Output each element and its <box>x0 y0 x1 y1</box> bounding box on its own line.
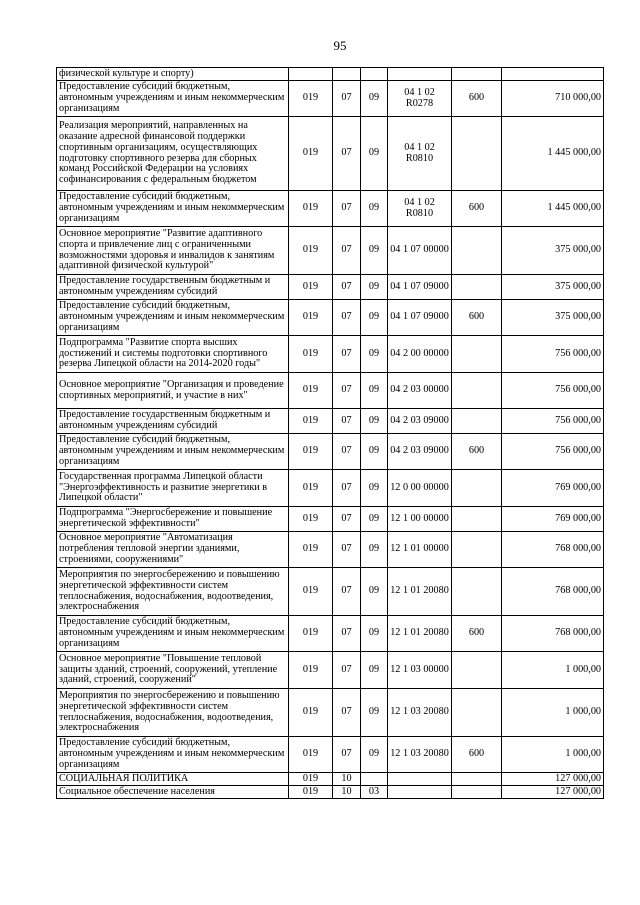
cell-vr <box>452 275 502 300</box>
cell-rz: 07 <box>333 117 361 191</box>
cell-rz: 07 <box>333 300 361 336</box>
cell-rz: 10 <box>333 773 361 786</box>
cell-rz: 07 <box>333 568 361 616</box>
cell-name: Предоставление государственным бюджетным и автономным учреждениям субсидий <box>57 409 289 434</box>
table-row <box>57 737 604 773</box>
cell-sum: 768 000,00 <box>502 616 604 652</box>
cell-pr: 09 <box>361 568 388 616</box>
cell-name: Предоставление государственным бюджетным и автономным учреждениям субсидий <box>57 275 289 300</box>
cell-vr <box>452 409 502 434</box>
cell-ved: 019 <box>289 652 333 689</box>
cell-rz: 07 <box>333 689 361 737</box>
cell-ved: 019 <box>289 191 333 227</box>
cell-csr <box>388 786 452 799</box>
table-row <box>57 117 604 191</box>
cell-pr: 09 <box>361 616 388 652</box>
page-number: 95 <box>333 38 347 53</box>
cell-pr <box>361 773 388 786</box>
cell-rz: 07 <box>333 336 361 373</box>
table-row <box>57 373 604 409</box>
cell-vr <box>452 68 502 81</box>
cell-rz: 07 <box>333 227 361 275</box>
cell-sum: 1 445 000,00 <box>502 117 604 191</box>
table-row <box>57 652 604 689</box>
cell-name: Подпрограмма "Развитие спорта высших достижений и системы подготовки спортивного резерва Липецкой области на 2014-2020 годы" <box>57 336 289 373</box>
cell-vr: 600 <box>452 300 502 336</box>
cell-pr: 09 <box>361 409 388 434</box>
cell-pr: 09 <box>361 532 388 568</box>
cell-rz: 07 <box>333 737 361 773</box>
cell-vr: 600 <box>452 616 502 652</box>
cell-rz: 07 <box>333 409 361 434</box>
table-row <box>57 434 604 470</box>
cell-vr: 600 <box>452 81 502 117</box>
table-row <box>57 409 604 434</box>
cell-vr <box>452 532 502 568</box>
cell-name: Основное мероприятие "Развитие адаптивного спорта и привлечение лиц с ограниченными возможностями здоровья и инвалидов к занятиям адаптивной физической культурой" <box>57 227 289 275</box>
cell-csr: 04 1 07 09000 <box>388 300 452 336</box>
cell-ved: 019 <box>289 434 333 470</box>
cell-ved <box>289 68 333 81</box>
cell-ved: 019 <box>289 532 333 568</box>
cell-sum: 375 000,00 <box>502 300 604 336</box>
cell-pr: 09 <box>361 191 388 227</box>
cell-pr: 09 <box>361 652 388 689</box>
cell-pr: 09 <box>361 275 388 300</box>
cell-csr: 04 1 02 R0278 <box>388 81 452 117</box>
cell-pr: 09 <box>361 300 388 336</box>
cell-pr: 09 <box>361 434 388 470</box>
table-body <box>57 68 604 799</box>
cell-rz: 07 <box>333 652 361 689</box>
cell-vr: 600 <box>452 737 502 773</box>
cell-name: Подпрограмма "Энергосбережение и повышение энергетической эффективности" <box>57 507 289 532</box>
cell-csr: 12 1 01 00000 <box>388 532 452 568</box>
cell-rz: 07 <box>333 470 361 507</box>
cell-ved: 019 <box>289 336 333 373</box>
cell-name: физической культуре и спорту) <box>57 68 289 81</box>
cell-rz: 07 <box>333 373 361 409</box>
cell-rz: 07 <box>333 616 361 652</box>
cell-csr: 12 1 03 00000 <box>388 652 452 689</box>
cell-name: Предоставление субсидий бюджетным, автономным учреждениям и иным некоммерческим организациям <box>57 434 289 470</box>
cell-vr <box>452 689 502 737</box>
table-row <box>57 532 604 568</box>
table-row <box>57 786 604 799</box>
cell-sum: 756 000,00 <box>502 409 604 434</box>
cell-rz: 07 <box>333 191 361 227</box>
table-row <box>57 275 604 300</box>
cell-rz <box>333 68 361 81</box>
table-row <box>57 507 604 532</box>
cell-sum: 710 000,00 <box>502 81 604 117</box>
cell-vr <box>452 117 502 191</box>
cell-csr: 12 1 00 00000 <box>388 507 452 532</box>
cell-name: Реализация мероприятий, направленных на оказание адресной финансовой поддержки спортивным организациям, осуществляющих подготовку спортивного резерва для сборных команд Российской Федерации на условиях софинансирования с федеральным бюджетом <box>57 117 289 191</box>
cell-ved: 019 <box>289 117 333 191</box>
cell-csr: 04 1 07 09000 <box>388 275 452 300</box>
table-row <box>57 227 604 275</box>
cell-sum: 756 000,00 <box>502 373 604 409</box>
cell-ved: 019 <box>289 616 333 652</box>
cell-vr <box>452 470 502 507</box>
table-row <box>57 568 604 616</box>
cell-vr <box>452 773 502 786</box>
cell-sum: 1 445 000,00 <box>502 191 604 227</box>
cell-sum: 375 000,00 <box>502 275 604 300</box>
cell-name: Предоставление субсидий бюджетным, автономным учреждениям и иным некоммерческим организациям <box>57 300 289 336</box>
cell-sum: 769 000,00 <box>502 507 604 532</box>
cell-sum: 1 000,00 <box>502 737 604 773</box>
cell-sum: 127 000,00 <box>502 786 604 799</box>
budget-table <box>56 67 604 799</box>
table-row <box>57 616 604 652</box>
cell-pr: 09 <box>361 117 388 191</box>
cell-vr <box>452 336 502 373</box>
cell-vr <box>452 373 502 409</box>
cell-name: Основное мероприятие "Автоматизация потребления тепловой энергии зданиями, строениями, сооружениями" <box>57 532 289 568</box>
cell-sum: 756 000,00 <box>502 336 604 373</box>
cell-csr: 04 2 00 00000 <box>388 336 452 373</box>
cell-vr <box>452 786 502 799</box>
cell-pr: 09 <box>361 737 388 773</box>
cell-pr: 09 <box>361 470 388 507</box>
table-row <box>57 191 604 227</box>
cell-ved: 019 <box>289 689 333 737</box>
cell-name: Предоставление субсидий бюджетным, автономным учреждениям и иным некоммерческим организациям <box>57 191 289 227</box>
cell-pr: 09 <box>361 227 388 275</box>
cell-rz: 07 <box>333 81 361 117</box>
cell-ved: 019 <box>289 227 333 275</box>
cell-rz: 07 <box>333 434 361 470</box>
cell-ved: 019 <box>289 81 333 117</box>
table-row <box>57 300 604 336</box>
cell-name: Предоставление субсидий бюджетным, автономным учреждениям и иным некоммерческим организациям <box>57 81 289 117</box>
cell-sum: 1 000,00 <box>502 689 604 737</box>
table-row <box>57 68 604 81</box>
cell-csr: 12 1 03 20080 <box>388 737 452 773</box>
cell-rz: 07 <box>333 532 361 568</box>
cell-name: Предоставление субсидий бюджетным, автономным учреждениям и иным некоммерческим организациям <box>57 616 289 652</box>
table-row <box>57 336 604 373</box>
cell-ved: 019 <box>289 773 333 786</box>
cell-csr: 12 1 01 20080 <box>388 616 452 652</box>
cell-csr: 04 1 02 R0810 <box>388 117 452 191</box>
cell-name: Мероприятия по энергосбережению и повышению энергетической эффективности систем теплоснабжения, водоснабжения, водоотведения, электроснабжения <box>57 568 289 616</box>
cell-sum: 375 000,00 <box>502 227 604 275</box>
cell-csr: 04 2 03 09000 <box>388 434 452 470</box>
cell-vr: 600 <box>452 191 502 227</box>
cell-csr: 04 2 03 09000 <box>388 409 452 434</box>
cell-csr: 04 1 07 00000 <box>388 227 452 275</box>
table-row <box>57 470 604 507</box>
cell-sum: 127 000,00 <box>502 773 604 786</box>
cell-sum: 756 000,00 <box>502 434 604 470</box>
cell-vr <box>452 507 502 532</box>
cell-pr: 03 <box>361 786 388 799</box>
cell-sum: 1 000,00 <box>502 652 604 689</box>
table-row <box>57 773 604 786</box>
cell-name: Основное мероприятие "Повышение тепловой защиты зданий, строений, сооружений, утепление зданий, строений, сооружений" <box>57 652 289 689</box>
cell-pr: 09 <box>361 507 388 532</box>
cell-pr: 09 <box>361 336 388 373</box>
table-row <box>57 689 604 737</box>
cell-rz: 07 <box>333 507 361 532</box>
cell-sum: 768 000,00 <box>502 568 604 616</box>
cell-pr: 09 <box>361 689 388 737</box>
cell-sum: 769 000,00 <box>502 470 604 507</box>
cell-ved: 019 <box>289 470 333 507</box>
cell-csr <box>388 68 452 81</box>
cell-csr: 12 1 01 20080 <box>388 568 452 616</box>
cell-pr: 09 <box>361 81 388 117</box>
cell-ved: 019 <box>289 373 333 409</box>
cell-name: Предоставление субсидий бюджетным, автономным учреждениям и иным некоммерческим организациям <box>57 737 289 773</box>
cell-sum: 768 000,00 <box>502 532 604 568</box>
cell-ved: 019 <box>289 507 333 532</box>
cell-vr <box>452 227 502 275</box>
cell-rz: 10 <box>333 786 361 799</box>
cell-name: Социальное обеспечение населения <box>57 786 289 799</box>
cell-sum <box>502 68 604 81</box>
cell-ved: 019 <box>289 275 333 300</box>
cell-pr: 09 <box>361 373 388 409</box>
cell-vr <box>452 652 502 689</box>
cell-vr: 600 <box>452 434 502 470</box>
table-row <box>57 81 604 117</box>
cell-ved: 019 <box>289 568 333 616</box>
cell-name: Мероприятия по энергосбережению и повышению энергетической эффективности систем теплоснабжения, водоснабжения, водоотведения, электроснабжения <box>57 689 289 737</box>
cell-pr <box>361 68 388 81</box>
cell-csr <box>388 773 452 786</box>
cell-name: Основное мероприятие "Организация и проведение спортивных мероприятий, и участие в них" <box>57 373 289 409</box>
cell-ved: 019 <box>289 300 333 336</box>
cell-ved: 019 <box>289 737 333 773</box>
cell-csr: 12 1 03 20080 <box>388 689 452 737</box>
cell-csr: 04 1 02 R0810 <box>388 191 452 227</box>
cell-name: Государственная программа Липецкой области "Энергоэффективность и развитие энергетики в Липецкой области" <box>57 470 289 507</box>
cell-ved: 019 <box>289 786 333 799</box>
cell-rz: 07 <box>333 275 361 300</box>
cell-csr: 04 2 03 00000 <box>388 373 452 409</box>
cell-name: СОЦИАЛЬНАЯ ПОЛИТИКА <box>57 773 289 786</box>
cell-ved: 019 <box>289 409 333 434</box>
cell-csr: 12 0 00 00000 <box>388 470 452 507</box>
cell-vr <box>452 568 502 616</box>
